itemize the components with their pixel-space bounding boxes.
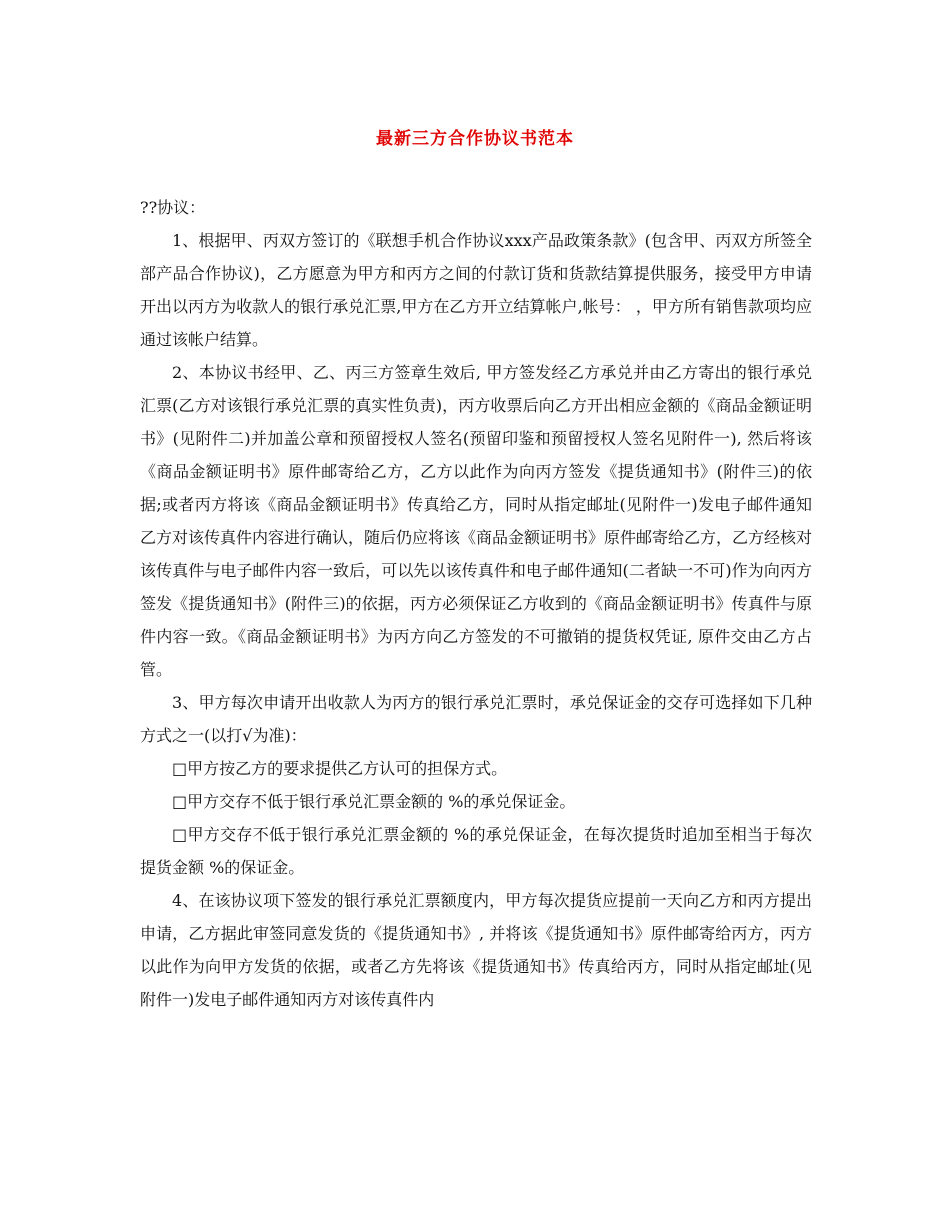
paragraph-agreement-heading: ??协议： bbox=[140, 198, 206, 217]
paragraph-clause-3: 3、甲方每次申请开出收款人为丙方的银行承兑汇票时，承兑保证金的交存可选择如下几种方式之一(以打√为准)： bbox=[140, 693, 812, 745]
checkbox-option-deposit-topup: □甲方交存不低于银行承兑汇票金额的 %的承兑保证金，在每次提货时追加至相当于每次提货金额 %的保证金。 bbox=[140, 825, 812, 877]
document-title: 最新三方合作协议书范本 bbox=[376, 129, 574, 149]
paragraph-clause-1: 1、根据甲、丙双方签订的《联想手机合作协议xxx产品政策条款》(包含甲、丙双方所签全部产品合作协议)，乙方愿意为甲方和丙方之间的付款订货和货款结算提供服务，接受甲方申请开出以丙方为收款人的银行承兑汇票,甲方在乙方开立结算帐户,帐号： ，甲方所有销售款项均应通过该帐户结算。 bbox=[140, 231, 812, 349]
paragraph-clause-2: 2、本协议书经甲、乙、丙三方签章生效后, 甲方签发经乙方承兑并由乙方寄出的银行承兑汇票(乙方对该银行承兑汇票的真实性负责)，丙方收票后向乙方开出相应金额的《商品金额证明书》(见附件二)并加盖公章和预留授权人签名(预留印鉴和预留授权人签名见附件一), 然后将该《商品金额证明书》原件邮寄给乙方，乙方以此作为向丙方签发《提货通知书》(附件三)的依据;或者丙方将该《商品金额证明书》传真给乙方，同时从指定邮址(见附件一)发电子邮件通知乙方对该传真件内容进行确认，随后仍应将该《商品金额证明书》原件邮寄给乙方，乙方经核对该传真件与电子邮件内容一致后，可以先以该传真件和电子邮件通知(二者缺一不可)作为向丙方签发《提货通知书》(附件三)的依据，丙方必须保证乙方收到的《商品金额证明书》传真件与原件内容一致。《商品金额证明书》为丙方向乙方签发的不可撤销的提货权凭证, 原件交由乙方占管。 bbox=[140, 363, 813, 679]
paragraph-clause-4: 4、在该协议项下签发的银行承兑汇票额度内，甲方每次提货应提前一天向乙方和丙方提出申请，乙方据此审签同意发货的《提货通知书》, 并将该《提货通知书》原件邮寄给丙方，丙方以此作为向甲方发货的依据，或者乙方先将该《提货通知书》传真给丙方，同时从指定邮址(见附件一)发电子邮件通知丙方对该传真件内 bbox=[140, 891, 812, 1009]
checkbox-option-deposit: □甲方交存不低于银行承兑汇票金额的 %的承兑保证金。 bbox=[172, 792, 576, 811]
document-body bbox=[140, 191, 812, 1016]
checkbox-option-guarantee: □甲方按乙方的要求提供乙方认可的担保方式。 bbox=[172, 759, 508, 778]
